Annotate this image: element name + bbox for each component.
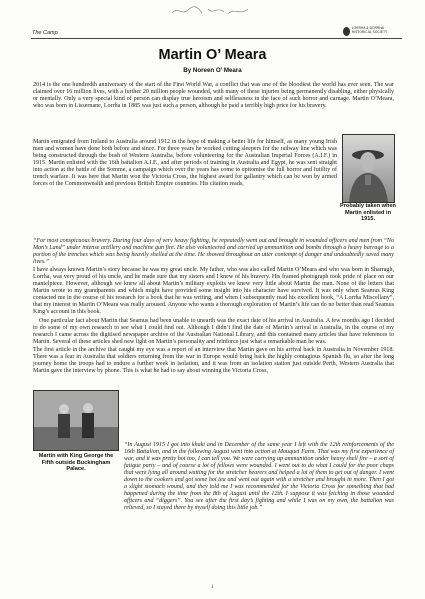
- article-body-3: [33, 238, 394, 375]
- paragraph-first-article: The first article in the archive that caught my eye was a report of an interview that Martin gave on his arrival back in Australia in November 1918. There was a fear in Australia that soldiers returning from the war in Europe would bring back the highly contagious Spanish flu, so after the long journey home the troops had to endure a further week in isolation, and it was from an isolation station just outside Perth, Western Australia that Martin gave the interview by phone. This is what he had to say about winning the Victoria Cross,: [33, 346, 394, 374]
- society-logo: [343, 25, 403, 37]
- portrait-caption: Probably taken when Martin enlisted in 1915.: [340, 203, 396, 223]
- section-label: The Camp: [32, 30, 58, 36]
- soldier-portrait-icon: [343, 135, 394, 202]
- article-body-1: [33, 82, 394, 110]
- page-number: 1: [211, 585, 214, 590]
- paragraph-intro: 2014 is the one hundredth anniversary of the start of the First World War, a conflict that was one of the bloodiest the world has ever seen. The war claimed over 16 million lives, with a further 20 million people wounded, with many of these injuries being permanently disabling, either physically or mentally. Only a very special kind of person can display true heroism and selflessness in the face of such horror and carnage. Martin O’Meara, who was born in Lissernane, Lorrha in 1885 was just such a person, although he paid a terribly high price for his bravery.: [33, 82, 394, 110]
- paragraph-emigration: Martin emigrated from Ireland to Australia around 1912 in the hope of making a better life for himself, as many young Irish men and women have done both before and since. For three years he worked cutting sleepers for the railway line which was being constructed through the bush of Western Australia, before volunteering for the Australian Imperial Forces (A.I.F.) in 1915. Martin enlisted with the 16th battalion A.I.F., and after periods of training in Australia and Egypt, he was sent straight into action at the battle of the Somme, a campaign which over the years has come to epitomise the full horror and futility of trench warfare. It was here that Martin won the Victoria Cross, the highest award for gallantry which can be won by armed forces of the Commonwealth and previous British Empire countries. His citation reads,: [33, 139, 337, 188]
- king-photo: [33, 390, 119, 451]
- article-body-2: [33, 139, 337, 188]
- handwritten-annotation: [168, 4, 258, 18]
- paragraph-research: One particular fact about Martin that Seamus had been unable to unearth was the exact date of his arrival in Australia. A few months ago I decided to do some of my own research to see what I could find out. Although I didn’t find the date of Martin’s arrival in Australia, in the course of my research I came across the digitised newspaper archive of the Australian National Library, and this contained many articles that have references to Martin. Several of these articles shed new light on Martin’s personality and reinforce just what a remarkable man he was.: [33, 317, 394, 345]
- society-crest-icon: [343, 27, 350, 36]
- article-byline: By Noreen O’ Meara: [183, 67, 242, 74]
- portrait-photo: [342, 134, 395, 203]
- interview-quote: “In August 1915 I got into khaki and in December of the same year I left with the 12th reinforcements of the 16th Battalion, and in the following August went into action at Mouquet Farm. That was my first experience of war, and it was pretty hot too, I can tell you. We were carrying up ammunition under heavy shell fire – a sort of fatigue party – and of course a lot of fellows were wounded. I went out to do what I could for the poor chaps that were lying all around waiting for the stretcher bearers and helped a lot of them to get out of danger. I went down to the cookers and got some hot tea and went out again with a stretcher and brought in more. Then I got a slight stomach wound, and they told me I was recommended for the Victoria Cross for something that had happened during the time from the 8th of August until the 12th. I suppose it was fetching in those wounded officers and “diggers”. You see after the first day’s fighting and while I was on my own, the battalion was relieved, so I stayed there by myself doing this little job.”: [124, 442, 394, 512]
- king-photo-caption: Martin with King George the Fifth outside Buckingham Palace.: [38, 453, 114, 473]
- vc-citation: “For most conspicuous bravery. During four days of very heavy fighting, he repeatedly went out and brought in wounded officers and men from “No Man’s Land” under intense artillery and machine gun fire. He also volunteered and carried up ammunition and bombs through a heavy barrage to a portion of the trenches which was being heavily shelled at the time. He showed throughout an utter contempt of danger and undoubtedly saved many lives.”: [33, 238, 394, 266]
- article-body-interview: [124, 442, 394, 512]
- soldier-with-king-icon: [34, 391, 118, 450]
- society-logo-text: LORRHA & DORRHA HISTORICAL SOCIETY: [351, 26, 388, 34]
- article-title: Martin O’ Meara: [158, 47, 267, 63]
- paragraph-great-uncle: I have always known Martin’s story because he was my great uncle. My father, who was also called Martin O’Meara and who was born in Sharragh, Lorrha, was very proud of his uncle, and he made sure that my sisters and I knew of his bravery. His framed photograph took pride of place on our mantelpiece. However, although we knew all about Martin’s military exploits we knew very little about Martin the man. None of the letters that Martin wrote to my grandparents and which might have provided some insight into his character have survived. It was only when Seamus King contacted me in the course of his research for a book that he was writing, and when I subsequently read his excellent book, “A Lorrha Miscellany”, that my interest in Martin O’Meara was really aroused. Anyone who wants a thorough exploration of Martin’s life can do no better than read Seamus King’s account in this book.: [33, 267, 394, 316]
- header-divider: [31, 38, 402, 39]
